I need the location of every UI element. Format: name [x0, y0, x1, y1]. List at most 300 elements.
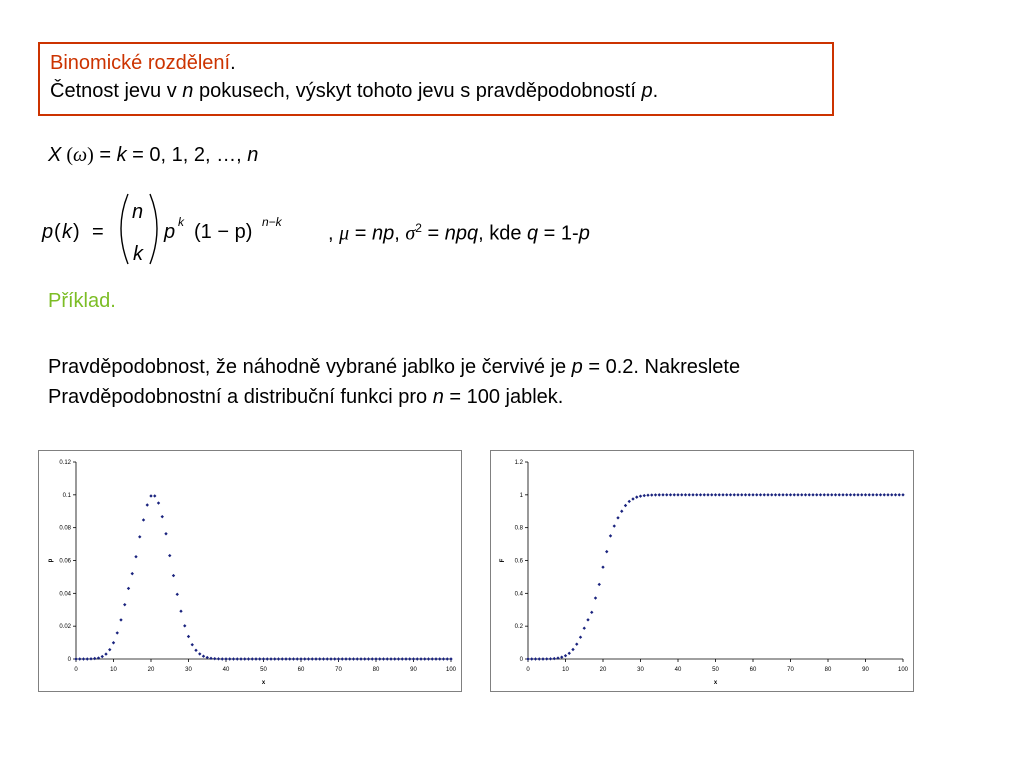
- data-point: [673, 493, 676, 496]
- data-point: [176, 593, 179, 596]
- data-point: [138, 535, 141, 538]
- npq: npq: [444, 222, 479, 245]
- y-tick-label: 0: [67, 657, 71, 663]
- data-point: [830, 493, 833, 496]
- data-point: [303, 657, 306, 660]
- data-point: [299, 657, 302, 660]
- x-tick-label: 50: [712, 667, 719, 673]
- data-point: [898, 493, 901, 496]
- data-point: [326, 657, 329, 660]
- problem-text-3: Pravděpodobnostní a distribuční funkci pro: [48, 386, 433, 408]
- data-point: [620, 510, 623, 513]
- data-point: [404, 657, 407, 660]
- formula-p: p: [42, 221, 54, 243]
- omega-symbol: ω: [73, 144, 88, 166]
- data-point: [333, 657, 336, 660]
- data-point: [665, 493, 668, 496]
- data-point: [401, 657, 404, 660]
- x-tick-label: 90: [410, 667, 417, 673]
- data-point: [153, 494, 156, 497]
- data-point: [826, 493, 829, 496]
- data-point: [101, 655, 104, 658]
- data-point: [718, 493, 721, 496]
- data-point: [691, 493, 694, 496]
- data-point: [804, 493, 807, 496]
- problem-text-2: = 0.2. Nakreslete: [582, 356, 741, 378]
- data-point: [292, 657, 295, 660]
- data-point: [680, 493, 683, 496]
- data-point: [695, 493, 698, 496]
- data-point: [706, 493, 709, 496]
- x-tick-label: 90: [862, 667, 869, 673]
- data-point: [594, 596, 597, 599]
- data-point: [82, 657, 85, 660]
- data-point: [864, 493, 867, 496]
- data-point: [397, 657, 400, 660]
- x-tick-label: 80: [824, 667, 832, 673]
- data-point: [736, 493, 739, 496]
- data-point: [236, 657, 239, 660]
- data-point: [789, 493, 792, 496]
- x-tick-label: 20: [147, 667, 155, 673]
- data-point: [116, 631, 119, 634]
- kde: , kde: [478, 222, 527, 245]
- data-point: [658, 493, 661, 496]
- data-point: [856, 493, 859, 496]
- data-point: [146, 503, 149, 506]
- subtitle-text-2: pokusech, výskyt tohoto jevu s pravděpodobností: [193, 80, 642, 102]
- problem-statement: [48, 352, 740, 412]
- data-point: [853, 493, 856, 496]
- probability-chart: [39, 451, 461, 691]
- data-point: [318, 657, 321, 660]
- data-point: [277, 657, 280, 660]
- distribution-chart-frame: [490, 450, 914, 692]
- data-point: [650, 493, 653, 496]
- formula-k: k: [62, 221, 72, 243]
- data-point: [845, 493, 848, 496]
- data-point: [530, 657, 533, 660]
- data-point: [733, 493, 736, 496]
- data-point: [796, 493, 799, 496]
- x-tick-label: 30: [637, 667, 644, 673]
- problem-p: p: [571, 356, 583, 378]
- data-point: [213, 657, 216, 660]
- np: np: [371, 222, 395, 245]
- data-point: [763, 493, 766, 496]
- eq3: = 1-: [538, 222, 579, 245]
- x-tick-label: 30: [185, 667, 192, 673]
- data-point: [639, 494, 642, 497]
- sigma-squared: 2: [415, 221, 422, 235]
- data-point: [755, 493, 758, 496]
- data-point: [262, 657, 265, 660]
- data-point: [564, 654, 567, 657]
- data-point: [586, 618, 589, 621]
- data-point: [232, 657, 235, 660]
- sep1: ,: [394, 222, 406, 245]
- x-tick-label: 20: [599, 667, 607, 673]
- data-point: [684, 493, 687, 496]
- data-point: [553, 657, 556, 660]
- data-point: [344, 657, 347, 660]
- formula-close: ): [73, 221, 80, 243]
- problem-n: n: [432, 386, 444, 408]
- formula-pk-exp: k: [178, 215, 184, 229]
- data-point: [307, 657, 310, 660]
- data-point: [251, 657, 254, 660]
- data-point: [446, 657, 449, 660]
- data-point: [774, 493, 777, 496]
- data-point: [541, 657, 544, 660]
- paren-open: (: [61, 144, 74, 166]
- data-point: [740, 493, 743, 496]
- subtitle-text: Četnost jevu v: [50, 80, 183, 102]
- data-point: [598, 583, 601, 586]
- data-point: [434, 657, 437, 660]
- data-point: [714, 493, 717, 496]
- data-point: [879, 493, 882, 496]
- data-point: [811, 493, 814, 496]
- data-point: [217, 657, 220, 660]
- data-point: [89, 657, 92, 660]
- var-k: k: [116, 144, 127, 166]
- data-point: [363, 657, 366, 660]
- data-point: [868, 493, 871, 496]
- data-point: [179, 610, 182, 613]
- problem-line-2: [48, 382, 740, 412]
- x-tick-label: 40: [222, 667, 230, 673]
- data-point: [209, 657, 212, 660]
- x-tick-label: 100: [445, 667, 457, 673]
- y-tick-label: 0: [519, 657, 523, 663]
- data-point: [871, 493, 874, 496]
- data-point: [729, 493, 732, 496]
- data-point: [583, 627, 586, 630]
- data-point: [815, 493, 818, 496]
- x-tick-label: 100: [897, 667, 909, 673]
- data-point: [112, 641, 115, 644]
- data-point: [142, 518, 145, 521]
- data-point: [412, 657, 415, 660]
- equals: =: [93, 144, 117, 166]
- data-point: [654, 493, 657, 496]
- data-point: [172, 574, 175, 577]
- data-point: [228, 657, 231, 660]
- var-n: n: [247, 144, 259, 166]
- x-tick-label: 50: [260, 667, 267, 673]
- y-tick-label: 1: [519, 492, 523, 499]
- data-point: [538, 657, 541, 660]
- y-tick-label: 0.4: [514, 591, 523, 598]
- data-point: [191, 643, 194, 646]
- y-axis-label: F: [500, 558, 506, 563]
- binomial-formula: [40, 188, 330, 270]
- data-point: [894, 493, 897, 496]
- data-point: [661, 493, 664, 496]
- data-point: [127, 587, 130, 590]
- data-point: [883, 493, 886, 496]
- distribution-chart: [491, 451, 913, 691]
- y-tick-label: 0.1: [62, 492, 71, 499]
- data-point: [759, 493, 762, 496]
- data-point: [631, 497, 634, 500]
- data-point: [224, 657, 227, 660]
- x-tick-label: 70: [335, 667, 342, 673]
- random-variable-definition: [48, 142, 258, 168]
- title-line: [50, 49, 822, 77]
- data-point: [427, 657, 430, 660]
- data-point: [198, 652, 201, 655]
- data-point: [590, 611, 593, 614]
- data-point: [575, 642, 578, 645]
- x-tick-label: 10: [110, 667, 117, 673]
- y-tick-label: 0.06: [59, 558, 71, 565]
- y-tick-label: 0.2: [514, 624, 523, 631]
- problem-text-1: Pravděpodobnost, že náhodně vybrané jablko je červivé je: [48, 356, 572, 378]
- binom-left-paren: [121, 194, 128, 264]
- data-point: [123, 603, 126, 606]
- title-period: .: [230, 52, 236, 74]
- data-point: [571, 648, 574, 651]
- data-point: [616, 516, 619, 519]
- data-point: [823, 493, 826, 496]
- data-point: [721, 493, 724, 496]
- data-point: [389, 657, 392, 660]
- data-point: [348, 657, 351, 660]
- data-point: [393, 657, 396, 660]
- x-tick-label: 0: [74, 667, 78, 673]
- mu-symbol: μ: [339, 222, 350, 245]
- data-point: [329, 657, 332, 660]
- data-point: [221, 657, 224, 660]
- data-point: [890, 493, 893, 496]
- probability-chart-frame: [38, 450, 462, 692]
- data-point: [423, 657, 426, 660]
- data-point: [635, 495, 638, 498]
- subtitle-line: [50, 77, 822, 105]
- subtitle-p: p: [641, 80, 653, 102]
- data-point: [314, 657, 317, 660]
- binom-right-paren: [150, 194, 157, 264]
- subtitle-n: n: [182, 80, 194, 102]
- data-point: [419, 657, 422, 660]
- mean-variance: [328, 221, 590, 246]
- data-point: [886, 493, 889, 496]
- data-point: [545, 657, 548, 660]
- comma: ,: [328, 222, 340, 245]
- data-point: [770, 493, 773, 496]
- data-point: [352, 657, 355, 660]
- data-point: [168, 554, 171, 557]
- data-point: [800, 493, 803, 496]
- data-point: [119, 618, 122, 621]
- example-heading: Příklad.: [48, 290, 116, 312]
- data-point: [785, 493, 788, 496]
- data-point: [676, 493, 679, 496]
- data-point: [93, 657, 96, 660]
- data-point: [609, 534, 612, 537]
- data-point: [751, 493, 754, 496]
- data-point: [838, 493, 841, 496]
- data-point: [281, 657, 284, 660]
- data-point: [157, 501, 160, 504]
- data-point: [766, 493, 769, 496]
- data-point: [834, 493, 837, 496]
- data-point: [74, 657, 77, 660]
- var-q: q: [527, 222, 539, 245]
- data-point: [378, 657, 381, 660]
- eq1: =: [349, 222, 372, 245]
- data-point: [239, 657, 242, 660]
- var-p: p: [578, 222, 590, 245]
- x-tick-label: 40: [674, 667, 682, 673]
- problem-line-1: [48, 352, 740, 382]
- data-point: [819, 493, 822, 496]
- data-point: [134, 555, 137, 558]
- data-point: [386, 657, 389, 660]
- data-point: [183, 624, 186, 627]
- data-point: [438, 657, 441, 660]
- y-tick-label: 0.08: [59, 525, 71, 532]
- data-point: [187, 635, 190, 638]
- data-point: [901, 493, 904, 496]
- data-point: [628, 500, 631, 503]
- subtitle-end: .: [652, 80, 659, 102]
- y-tick-label: 1.2: [514, 460, 523, 466]
- data-point: [86, 657, 89, 660]
- value-list: = 0, 1, 2, …,: [126, 144, 248, 166]
- data-point: [371, 657, 374, 660]
- binom-bottom: k: [133, 243, 143, 265]
- data-point: [579, 636, 582, 639]
- x-tick-label: 0: [526, 667, 530, 673]
- data-point: [356, 657, 359, 660]
- eq2: =: [421, 222, 445, 245]
- data-point: [254, 657, 257, 660]
- data-point: [164, 532, 167, 535]
- data-point: [605, 550, 608, 553]
- data-point: [247, 657, 250, 660]
- y-tick-label: 0.8: [514, 525, 523, 532]
- data-point: [288, 657, 291, 660]
- formula-open: (: [54, 221, 61, 243]
- x-tick-label: 80: [372, 667, 380, 673]
- formula-pk-base: p: [164, 221, 176, 243]
- title-box: [38, 42, 834, 116]
- data-point: [534, 657, 537, 660]
- data-point: [258, 657, 261, 660]
- data-point: [860, 493, 863, 496]
- y-tick-label: 0.04: [59, 591, 71, 598]
- data-point: [367, 657, 370, 660]
- data-point: [296, 657, 299, 660]
- data-point: [269, 657, 272, 660]
- y-tick-label: 0.6: [514, 558, 523, 565]
- data-point: [643, 494, 646, 497]
- data-point: [744, 493, 747, 496]
- data-point: [646, 494, 649, 497]
- formula-one-minus-p: (1 − p): [194, 221, 253, 243]
- data-point: [703, 493, 706, 496]
- title-text: Binomické rozdělení: [50, 52, 231, 74]
- data-point: [725, 493, 728, 496]
- data-point: [568, 652, 571, 655]
- data-point: [849, 493, 852, 496]
- data-point: [875, 493, 878, 496]
- data-point: [549, 657, 552, 660]
- data-point: [841, 493, 844, 496]
- binom-top: n: [132, 201, 144, 223]
- x-tick-label: 10: [562, 667, 569, 673]
- data-point: [359, 657, 362, 660]
- data-point: [284, 657, 287, 660]
- data-point: [431, 657, 434, 660]
- data-point: [613, 524, 616, 527]
- data-point: [131, 572, 134, 575]
- data-point: [161, 515, 164, 518]
- data-point: [560, 655, 563, 658]
- y-tick-label: 0.02: [59, 624, 71, 631]
- data-point: [78, 657, 81, 660]
- data-point: [416, 657, 419, 660]
- y-axis-label: p: [48, 558, 54, 563]
- sigma-symbol: σ: [405, 222, 416, 245]
- x-tick-label: 60: [297, 667, 305, 673]
- x-tick-label: 70: [787, 667, 794, 673]
- formula-exp2: n−k: [262, 215, 282, 229]
- data-point: [669, 493, 672, 496]
- x-tick-label: 60: [749, 667, 757, 673]
- data-point: [311, 657, 314, 660]
- data-point: [374, 657, 377, 660]
- data-point: [341, 657, 344, 660]
- data-point: [149, 494, 152, 497]
- data-point: [526, 657, 529, 660]
- data-point: [449, 657, 452, 660]
- data-point: [273, 657, 276, 660]
- data-point: [337, 657, 340, 660]
- data-point: [243, 657, 246, 660]
- data-point: [781, 493, 784, 496]
- y-tick-label: 0.12: [59, 460, 71, 466]
- x-axis-label: x: [713, 680, 718, 686]
- data-point: [442, 657, 445, 660]
- data-point: [808, 493, 811, 496]
- problem-text-4: = 100 jablek.: [443, 386, 564, 408]
- data-point: [104, 652, 107, 655]
- data-point: [194, 649, 197, 652]
- data-point: [601, 565, 604, 568]
- data-point: [778, 493, 781, 496]
- data-point: [793, 493, 796, 496]
- paren-close: ): [87, 144, 94, 166]
- data-point: [688, 493, 691, 496]
- x-axis-label: x: [261, 680, 266, 686]
- var-X: X: [48, 144, 62, 166]
- data-point: [382, 657, 385, 660]
- data-point: [322, 657, 325, 660]
- data-point: [202, 655, 205, 658]
- formula-eq: =: [92, 221, 104, 243]
- data-point: [748, 493, 751, 496]
- data-point: [624, 504, 627, 507]
- data-point: [266, 657, 269, 660]
- data-point: [408, 657, 411, 660]
- data-point: [699, 493, 702, 496]
- data-point: [108, 648, 111, 651]
- data-point: [710, 493, 713, 496]
